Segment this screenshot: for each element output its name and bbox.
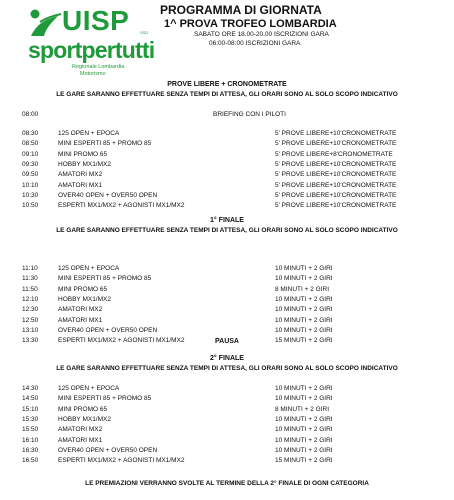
schedule-row	[0, 286, 454, 296]
row-cat: AMATORI MX1	[58, 436, 103, 444]
row-dur: 10 MINUTI + 2 GIRI	[275, 446, 333, 454]
row-cat: AMATORI MX1	[58, 181, 103, 189]
schedule-row	[0, 140, 454, 150]
row-dur: 10 MINUTI + 2 GIRI	[275, 436, 333, 444]
row-cat: MINI PROMO 65	[58, 405, 108, 413]
row-time: 08:50	[22, 140, 39, 148]
row-time: 09:50	[22, 171, 39, 179]
row-time: 12:50	[22, 316, 39, 324]
row-cat: MINI PROMO 65	[58, 150, 108, 158]
row-cat: AMATORI MX2	[58, 426, 103, 434]
logo-sub-2: Motorismo	[80, 71, 106, 77]
logo-sub-1: Regionale Lombardia	[72, 64, 125, 70]
row-cat: MINI ESPERTI 85 + PROMO 85	[58, 395, 152, 403]
registration-saturday: SABATO ORE 18.00-20.00 ISCRIZIONI GARA	[194, 31, 329, 38]
schedule-row	[0, 437, 454, 447]
row-cat: 125 OPEN + EPOCA	[58, 385, 120, 392]
row-dur: 5' PROVE LIBERE+10'CRONOMETRATE	[275, 160, 397, 168]
uisp-emblem-icon	[28, 8, 62, 38]
row-dur: 10 MINUTI + 2 GIRI	[275, 265, 333, 272]
row-dur: 10 MINUTI + 2 GIRI	[275, 326, 333, 334]
row-dur: 5' PROVE LIBERE+10'CRONOMETRATE	[275, 191, 397, 199]
page-title: PROGRAMMA DI GIORNATA	[160, 3, 322, 17]
row-cat: HOBBY MX1/MX2	[58, 160, 111, 168]
row-time: 15:50	[22, 426, 39, 434]
row-time: 09:10	[22, 150, 39, 158]
logo-ssd: SSD	[140, 30, 149, 35]
row-dur: 10 MINUTI + 2 GIRI	[275, 385, 333, 392]
row-cat: 125 OPEN + EPOCA	[58, 265, 120, 272]
row-cat: HOBBY MX1/MX2	[58, 295, 111, 303]
row-time: 08:30	[22, 130, 39, 137]
row-cat: ESPERTI MX1/MX2 + AGONISTI MX1/MX2	[58, 202, 185, 210]
row-time: 16:10	[22, 436, 39, 444]
schedule-row	[0, 426, 454, 436]
schedule-row	[0, 306, 454, 316]
row-time: 11:30	[22, 275, 38, 283]
schedule-row	[0, 416, 454, 426]
section-3-note: LE GARE SARANNO EFFETTUARE SENZA TEMPI DI ATTESA, GLI ORARI SONO AL SOLO SCOPO INDICATIVO	[56, 365, 398, 372]
row-time: 11:10	[22, 265, 38, 272]
row-dur: 5' PROVE LIBERE+10'CRONOMETRATE	[275, 181, 397, 189]
row-dur: 10 MINUTI + 2 GIRI	[275, 426, 333, 434]
schedule-row	[0, 130, 454, 140]
row-dur: 10 MINUTI + 2 GIRI	[275, 395, 333, 403]
section-3-title: 2° FINALE	[210, 355, 244, 362]
logo-slogan: sportpertutti	[28, 37, 155, 63]
row-time: 13:30	[22, 337, 39, 345]
section-1-note: LE GARE SARANNO EFFETTUARE SENZA TEMPI DI ATTESA, GLI ORARI SONO AL SOLO SCOPO INDICATIVO	[56, 91, 398, 98]
schedule-row	[0, 182, 454, 192]
row-cat: AMATORI MX1	[58, 316, 103, 324]
schedule-row	[0, 202, 454, 212]
schedule-row	[0, 395, 454, 405]
row-cat: OVER40 OPEN + OVER50 OPEN	[58, 446, 158, 454]
row-time: 14:50	[22, 395, 39, 403]
event-title: 1^ PROVA TROFEO LOMBARDIA	[164, 18, 337, 30]
row-dur: 5' PROVE LIBERE+8'CRONOMETRATE	[275, 150, 393, 158]
section-1-title: PROVE LIBERE + CRONOMETRATE	[167, 81, 287, 88]
row-cat: MINI PROMO 65	[58, 285, 108, 293]
row-time: 16:50	[22, 457, 39, 465]
pausa-label: PAUSA	[215, 338, 239, 345]
section-2-title: 1° FINALE	[210, 217, 244, 224]
row-time: 12:30	[22, 306, 39, 314]
uisp-logo	[28, 5, 155, 84]
registration-morning: 06:00-08:00 ISCRIZIONI GARA	[209, 40, 301, 47]
row-cat: MINI ESPERTI 85 + PROMO 85	[58, 140, 152, 148]
row-dur: 5' PROVE LIBERE+10'CRONOMETRATE	[275, 130, 397, 137]
row-dur: 5' PROVE LIBERE+10'CRONOMETRATE	[275, 171, 397, 179]
schedule-row	[0, 296, 454, 306]
schedule-row	[0, 385, 454, 395]
footer-note: LE PREMIAZIONI VERRANNO SVOLTE AL TERMINE DELLA 2° FINALE DI OGNI CATEGORIA	[85, 480, 369, 487]
briefing-row	[0, 111, 454, 121]
schedule-row	[0, 457, 454, 467]
briefing-time: 08:00	[22, 111, 39, 118]
schedule-row	[0, 447, 454, 457]
logo-brand: UISP	[62, 5, 130, 36]
row-dur: 8 MINUTI + 2 GIRI	[275, 405, 329, 413]
row-dur: 15 MINUTI + 2 GIRI	[275, 457, 333, 465]
row-dur: 15 MINUTI + 2 GIRI	[275, 337, 333, 345]
row-cat: OVER40 OPEN + OVER50 OPEN	[58, 326, 158, 334]
row-time: 14:30	[22, 385, 39, 392]
schedule-row	[0, 317, 454, 327]
row-time: 16:30	[22, 446, 39, 454]
row-cat: HOBBY MX1/MX2	[58, 415, 111, 423]
row-dur: 10 MINUTI + 2 GIRI	[275, 275, 333, 283]
row-dur: 10 MINUTI + 2 GIRI	[275, 415, 333, 423]
row-cat: ESPERTI MX1/MX2 + AGONISTI MX1/MX2	[58, 337, 185, 345]
row-time: 10:50	[22, 202, 39, 210]
row-dur: 10 MINUTI + 2 GIRI	[275, 316, 333, 324]
row-dur: 10 MINUTI + 2 GIRI	[275, 295, 333, 303]
row-cat: AMATORI MX2	[58, 306, 103, 314]
schedule-row	[0, 275, 454, 285]
section-2-note: LE GARE SARANNO EFFETTUARE SENZA TEMPI DI ATTESA, GLI ORARI SONO AL SOLO SCOPO INDICATIVO	[56, 227, 398, 234]
schedule-row	[0, 265, 454, 275]
schedule-row	[0, 151, 454, 161]
row-cat: 125 OPEN + EPOCA	[58, 130, 120, 137]
row-cat: MINI ESPERTI 85 + PROMO 85	[58, 275, 152, 283]
row-time: 15:10	[22, 405, 39, 413]
row-time: 12:10	[22, 295, 39, 303]
schedule-row	[0, 327, 454, 337]
row-time: 11:50	[22, 285, 38, 293]
row-dur: 5' PROVE LIBERE+10'CRONOMETRATE	[275, 202, 397, 210]
row-time: 09:30	[22, 160, 39, 168]
schedule-row	[0, 161, 454, 171]
schedule-row	[0, 171, 454, 181]
briefing-label: BRIEFING CON I PILOTI	[213, 111, 286, 118]
row-cat: AMATORI MX2	[58, 171, 103, 179]
row-dur: 8 MINUTI + 2 GIRI	[275, 285, 329, 293]
row-cat: OVER40 OPEN + OVER50 OPEN	[58, 191, 158, 199]
schedule-row	[0, 192, 454, 202]
row-time: 15:30	[22, 415, 39, 423]
row-time: 13:10	[22, 326, 39, 334]
row-dur: 10 MINUTI + 2 GIRI	[275, 306, 333, 314]
row-dur: 5' PROVE LIBERE+10'CRONOMETRATE	[275, 140, 397, 148]
row-time: 10:30	[22, 191, 39, 199]
schedule-row	[0, 406, 454, 416]
row-time: 10:10	[22, 181, 39, 189]
row-cat: ESPERTI MX1/MX2 + AGONISTI MX1/MX2	[58, 457, 185, 465]
